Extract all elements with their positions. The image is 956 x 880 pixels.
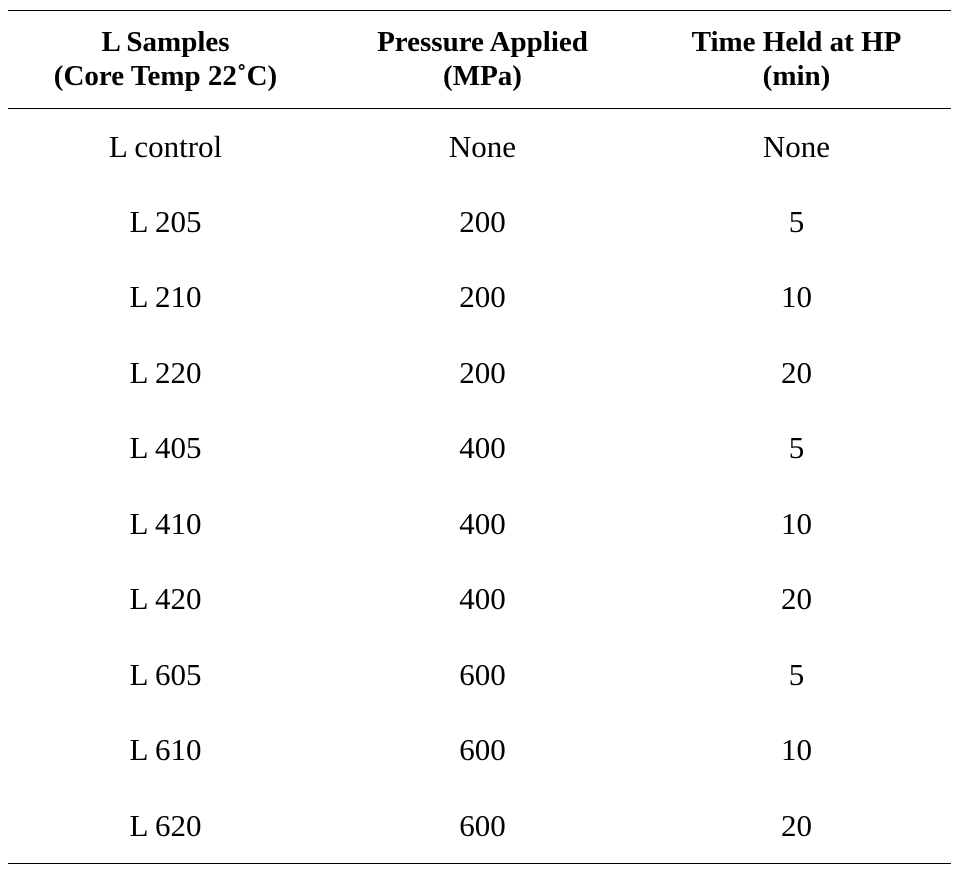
cell-pressure: 200 (459, 203, 506, 239)
table-row (8, 335, 951, 411)
cell-pressure: 200 (459, 279, 506, 315)
header-samples-line1: L Samples (101, 26, 230, 58)
cell-sample: L 420 (129, 581, 202, 617)
cell-time: 5 (788, 430, 805, 466)
cell-sample: L 205 (129, 203, 202, 239)
cell-pressure: None (448, 128, 517, 164)
cell-sample: L 220 (129, 354, 202, 390)
cell-time: 10 (781, 279, 812, 315)
cell-pressure: 600 (459, 732, 506, 768)
table-row (8, 184, 951, 260)
cell-time: 20 (781, 354, 812, 390)
table-row (8, 411, 951, 487)
cell-pressure: 400 (459, 430, 506, 466)
samples-table (8, 10, 951, 864)
table-header (8, 11, 951, 109)
table-body (8, 109, 951, 864)
cell-pressure: 600 (459, 807, 506, 843)
header-samples (8, 11, 323, 109)
data-table-container (8, 10, 951, 864)
cell-sample: L 620 (129, 807, 202, 843)
header-time-line1: Time Held at HP (691, 26, 902, 58)
cell-pressure: 200 (459, 354, 506, 390)
table-row (8, 260, 951, 336)
table-row (8, 486, 951, 562)
cell-pressure: 600 (459, 656, 506, 692)
cell-time: 10 (781, 732, 812, 768)
header-pressure-line1: Pressure Applied (377, 26, 588, 58)
cell-time: 5 (788, 203, 805, 239)
header-time-line2: (min) (762, 60, 831, 92)
cell-sample: L 210 (129, 279, 202, 315)
cell-time: None (762, 128, 831, 164)
cell-sample: L 410 (129, 505, 202, 541)
table-row (8, 788, 951, 864)
header-samples-line2: (Core Temp 22˚C) (53, 60, 278, 92)
header-pressure (323, 11, 642, 109)
cell-time: 5 (788, 656, 805, 692)
cell-pressure: 400 (459, 505, 506, 541)
table-row (8, 637, 951, 713)
header-row (8, 11, 951, 109)
cell-time: 20 (781, 581, 812, 617)
cell-sample: L 605 (129, 656, 202, 692)
cell-time: 10 (781, 505, 812, 541)
table-row (8, 562, 951, 638)
cell-sample: L control (108, 128, 223, 164)
cell-sample: L 405 (129, 430, 202, 466)
header-time (642, 11, 951, 109)
table-row (8, 109, 951, 185)
cell-sample: L 610 (129, 732, 202, 768)
cell-pressure: 400 (459, 581, 506, 617)
cell-time: 20 (781, 807, 812, 843)
header-pressure-line2: (MPa) (443, 60, 522, 92)
table-row (8, 713, 951, 789)
